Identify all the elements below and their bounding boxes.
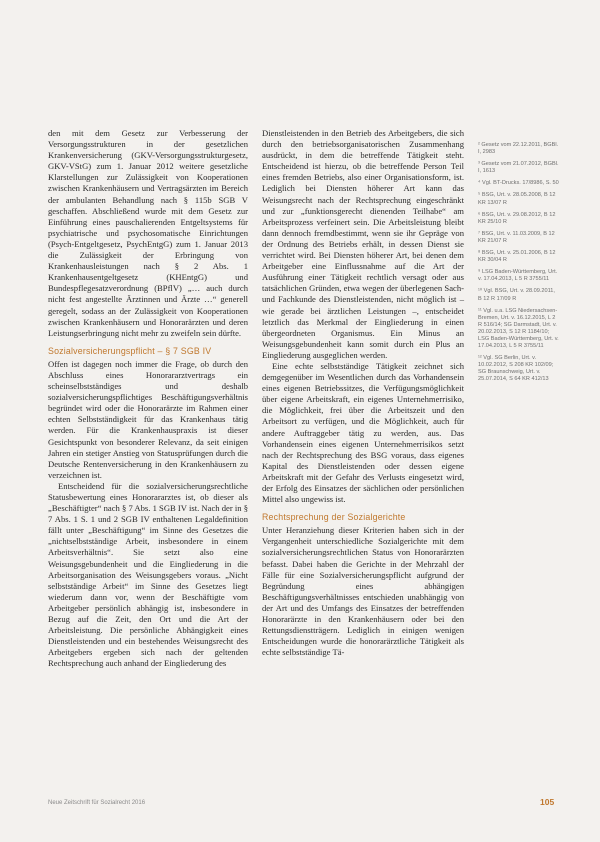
footnote: ⁶ BSG, Urt. v. 29.08.2012, B 12 KR 25/10 R bbox=[478, 211, 556, 225]
journal-footer: Neue Zeitschrift für Sozialrecht 2016 bbox=[48, 800, 146, 806]
footnote: ² Gesetz vom 22.12.2011, BGBl. I, 2983 bbox=[478, 142, 559, 156]
footnote: ⁷ BSG, Urt. v. 11.03.2009, B 12 KR 21/07 R bbox=[478, 230, 555, 244]
page-number: 105 bbox=[540, 797, 555, 807]
middle-column bbox=[262, 128, 464, 658]
left-paragraph-3: Entscheidend für die sozialversicherungsrechtliche Statusbewertung eines Honorararztes ist, ob dieser als „Beschäftigter“ nach § 7 Abs. 1 SGB IV ist. Nach der in § 7 Abs. 1 S. 1 und 2 SGB IV enthaltenen Legaldefinition fällt unter „Beschäftigung“ im Sinne des Gesetzes die „nichtselbstständige Arbeit, insbesondere in einem Arbeitsverhältnis“. Sie setzt also eine Weisungsgebundenheit und die Eingliederung in die Arbeitsorganisation des Weisungsgebers voraus. „Nicht selbstständige Arbeit“ im Sinne des Gesetzes liegt wiederum dann vor, wenn der Beschäftigte vom Arbeitgeber persönlich abhängig ist, insbesondere in Bezug auf die Zeit, den Ort und die Art der Arbeitsleistung. Die persönliche Abhängigkeit eines Dienstleistenden und ein bestehendes Weisungsrecht des Arbeitgebers ergeben sich nach der geltenden Rechtsprechung auch anhand der Eingliederung des bbox=[48, 480, 248, 669]
footnote: ³ Gesetz vom 21.07.2012, BGBl. I, 1613 bbox=[478, 161, 559, 175]
section-heading-rechtsprechung: Rechtsprechung der Sozialgerichte bbox=[262, 512, 406, 523]
section-heading-sozialversicherungspflicht: Sozialversicherungspflicht – § 7 SGB IV bbox=[48, 345, 212, 356]
middle-paragraph-3: Unter Heranziehung dieser Kriterien haben sich in der Vergangenheit unterschiedliche Sozialgerichte mit dem sozialversicherungsrechtlichen Status von Honorarärzten befasst. Dabei haben die Gerichte in der Mehrzahl der Fälle für eine Sozialversicherungspflicht aufgrund der Begründung eines abhängigen Beschäftigungsverhältnisses entschieden unabhängig von der Art und des Umfangs des Einsatzes der betreffenden Honorarärzte in den Krankenhäusern oder bei den Rettungsdienstträgern. Lediglich in einigen wenigen Entscheidungen wurde die honorarärztliche Tätigkeit als echte selbstständige Tä- bbox=[262, 525, 464, 658]
footnote: ⁸ BSG, Urt. v. 25.01.2006, B 12 KR 30/04 R bbox=[478, 250, 556, 264]
footnote: ⁴ Vgl. BT-Drucks. 17/8986, S. 50 bbox=[478, 180, 559, 187]
middle-paragraph-1: Dienstleistenden in den Betrieb des Arbeitgebers, die sich durch den betriebsorganisatorischen Zusammenhang ausdrückt, in dem die betreffende Tätigkeit steht. Entscheidend ist hierzu, ob die betreffende Person Teil eines fremden Betriebs, also einer Organisationsform, ist. Lediglich bei Diensten höherer Art kann das Weisungsrecht nach der Rechtsprechung eingeschränkt und zur „funktionsgerecht dienenden Teilhabe“ am Arbeitsprozess verfeinert sein. Die Arbeitsleistung bleibt dann dennoch fremdbestimmt, wenn sie ihr Gepräge von der Ordnung des Betriebs erhält, in dessen Dienst sie verrichtet wird. Bei Diensten höherer Art, bei denen dem Arbeitgeber eine Einflussnahme auf die Art der Ausführung einer Tätigkeit rechtlich versagt oder aus tatsächlichen Gründen, etwa wegen der überlegenen Sach- und Fachkunde des Dienstleistenden, nicht möglich ist – wie gerade bei ärztlichen Leistungen –, entscheidet letztlich das Merkmal der Eingliederung in einen übergeordneten Organismus. Ein Minus an Weisungsgebundenheit kann somit durch ein Plus an Eingliederung ausgeglichen werden. bbox=[262, 128, 464, 360]
footnote: ¹⁰ Vgl. BSG, Urt. v. 28.09.2011, B 12 R 17/09 R bbox=[478, 288, 555, 302]
footnote: ¹¹ Vgl. u.a. LSG Niedersachsen-Bremen, Urt. v. 16.12.2015, L 2 R 516/14; SG Darmstadt, Urt. v. 20.02.2013, S 12 R 1184/10; LSG Baden-Württemberg, Urt. v. 17.04.2013, L 5 R 3755/11 bbox=[478, 307, 559, 350]
left-paragraph-1: den mit dem Gesetz zur Verbesserung der Versorgungsstrukturen in der gesetzlichen Krankenversicherung (GKV-Versorgungsstrukturgesetz, GKV-VStG) zum 1. Januar 2012 weitere gesetzliche Klarstellungen zur Zulässigkeit von Kooperationen zwischen Krankenhäusern und Vertragsärzten im Bereich der ambulanten Behandlung nach § 115b SGB V geschaffen. Abschließend wurde mit dem Gesetz zur Einführung eines pauschalierenden Entgeltsystems für psychiatrische und psychosomatische Einrichtungen (Psych-Entgeltgesetz, PsychEntgG) zum 1. Januar 2013 die Zulässigkeit der Erbringung von Krankenhausleistungen nach § 2 Abs. 1 Krankenhausentgeltgesetz (KHEntgG) und Bundespflegesatzverordnung (BPflV) „… auch durch nicht fest angestellte Ärztinnen und Ärzte …“ generell geregelt, sodass an der Zulässigkeit von Kooperationen zwischen Krankenhäusern und Honorarärzten und deren Leistungserbringung nicht mehr zu zweifeln sein dürfte. bbox=[48, 128, 248, 338]
left-paragraph-2: Offen ist dagegen noch immer die Frage, ob durch den Abschluss eines Honorararztvertrags ein scheinselbstständiges und deshalb sozialversicherungspflichtiges Beschäftigungsverhältnis begründet wird oder die Honorarärzte im Rahmen einer echten Selbstständigkeit für das Krankenhaus tätig werden. Für die Krankenhauspraxis ist dieser Gesichtspunkt von besonderer Relevanz, da seit einigen Jahren ein stetiger Anstieg von Statusprüfungen durch die Deutsche Rentenversicherung in den Krankenhäusern zu verzeichnen ist. bbox=[48, 358, 248, 480]
left-column bbox=[48, 128, 248, 670]
footnote: ¹² Vgl. SG Berlin, Urt. v. 10.02.2012, S 208 KR 102/09; SG Braunschweig, Urt. v. 25.07.2014, S 64 KR 412/13 bbox=[478, 355, 554, 383]
middle-paragraph-2: Eine echte selbstständige Tätigkeit zeichnet sich demgegenüber im Wesentlichen durch das Vorhandensein eines eigenen Betriebssitzes, die Verfügungsmöglichkeit über eigene Arbeitskraft, ein eigenes Unternehmerrisiko, die Möglichkeit, frei über die Arbeitszeit und den Arbeitsort zu verfügen, und die Möglichkeit, auch für andere Auftraggeber tätig zu werden, aus. Das Vorhandensein eines eigenen Unternehmerrisikos setzt nach der Rechtsprechung des BSG voraus, dass eigenes Kapital des Dienstleistenden oder dessen eigene Arbeitskraft mit der Gefahr des Verlusts eingesetzt wird, der Erfolg des Einsatzes der sächlichen oder persönlichen Mittel also ungewiss ist. bbox=[262, 360, 464, 505]
footnote: ⁵ BSG, Urt. v. 28.05.2008, B 12 KR 13/07 R bbox=[478, 192, 556, 206]
footnote-sidebar bbox=[478, 142, 560, 389]
footnote: ⁹ LSG Baden-Württemberg, Urt. v. 17.04.2013, L 5 R 3755/11 bbox=[478, 269, 558, 283]
